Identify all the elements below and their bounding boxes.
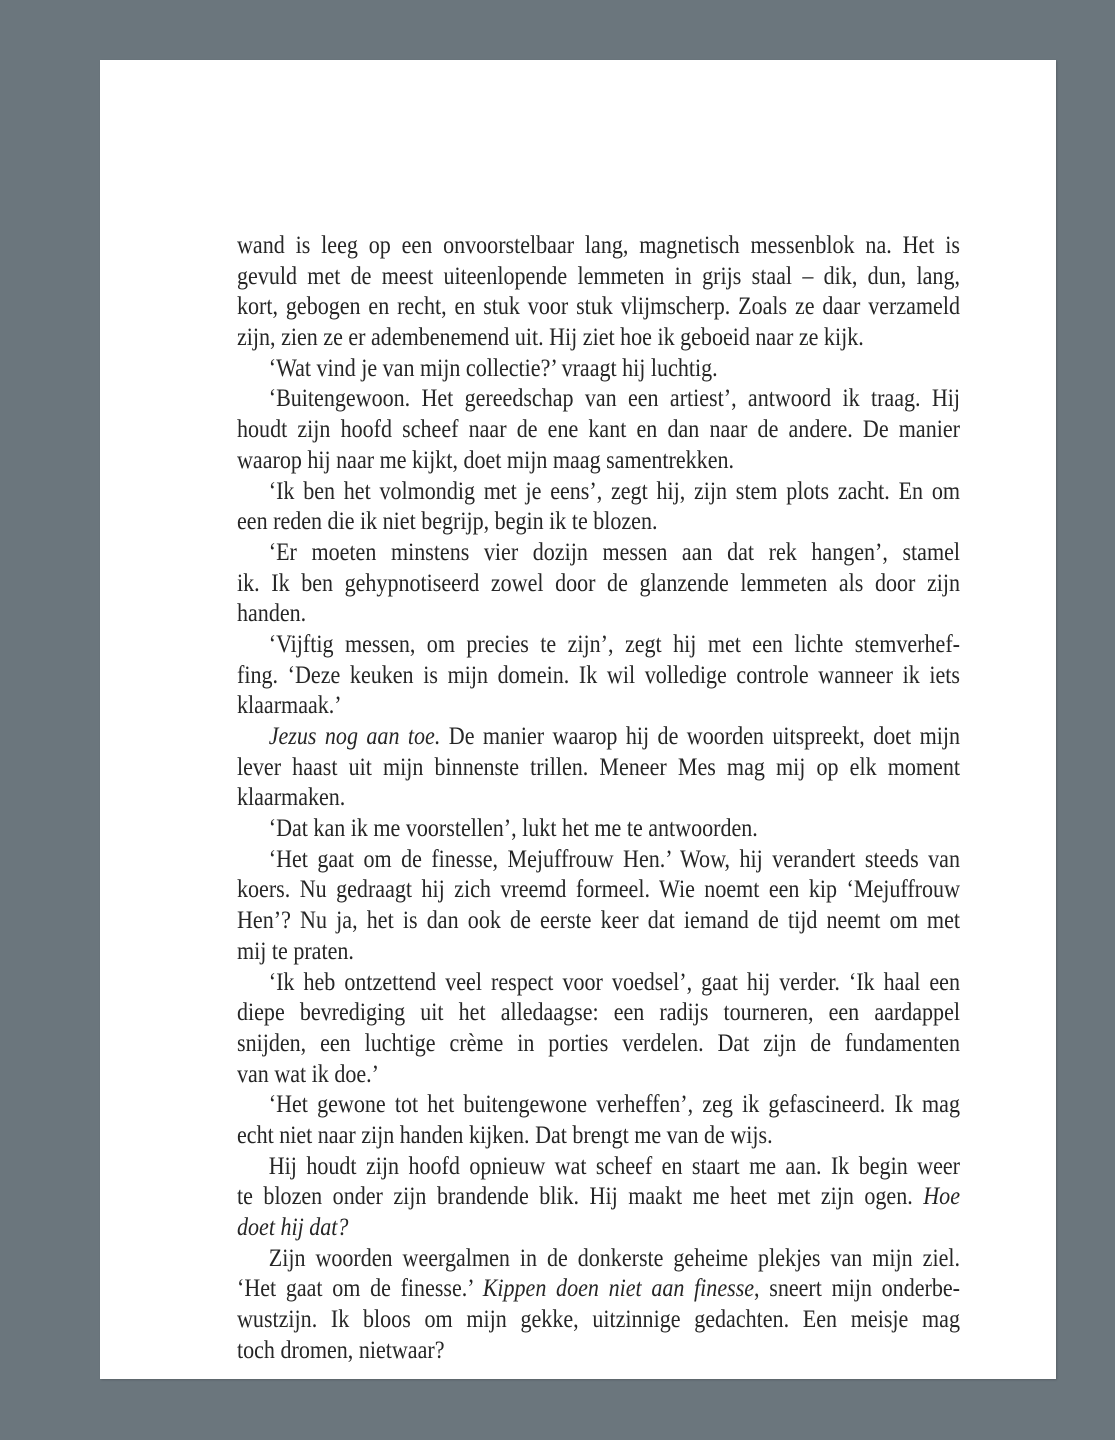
text-segment: ‘Ik ben het volmondig met je eens’, zegt hij, zijn stem plots zacht. En om: [268, 477, 960, 505]
text-line: [237, 845, 960, 876]
text-segment: zijn, zien ze er adembenemend uit. Hij ziet hoe ik geboeid naar ze kijk.: [237, 324, 864, 352]
text-segment: klaarmaak.’: [237, 692, 342, 720]
text-segment: lever haast uit mijn binnenste trillen. Meneer Mes mag mij op elk moment: [237, 753, 960, 781]
text-segment: Hen’? Nu ja, het is dan ook de eerste keer dat iemand de tijd neemt om met: [237, 907, 960, 935]
text-line: [237, 569, 960, 600]
text-line: [237, 1244, 960, 1275]
text-line: [237, 354, 960, 385]
text-segment: mij te praten.: [237, 937, 354, 965]
text-line: [237, 968, 960, 999]
text-line: [237, 1029, 960, 1060]
text-line: [237, 906, 960, 937]
text-line: [237, 599, 960, 630]
text-segment: gevuld met de meest uiteenlopende lemmeten in grijs staal – dik, dun, lang,: [237, 262, 960, 290]
text-line: [237, 1182, 960, 1213]
text-line: [237, 477, 960, 508]
text-segment: ‘Wat vind je van mijn collectie?’ vraagt hij luchtig.: [268, 354, 718, 382]
text-segment: ‘Het gewone tot het buitengewone verheffen’, zeg ik gefascineerd. Ik mag: [268, 1091, 960, 1119]
text-line: [237, 1090, 960, 1121]
italic-text-segment: Kippen doen niet aan finesse: [482, 1275, 755, 1303]
text-line: [237, 691, 960, 722]
text-segment: klaarmaken.: [237, 784, 346, 812]
text-segment: ‘Het gaat om de finesse, Mejuffrouw Hen.’ Wow, hij verandert steeds van: [268, 845, 960, 873]
text-segment: van wat ik doe.’: [237, 1060, 380, 1088]
text-segment: handen.: [237, 600, 307, 628]
text-line: [237, 292, 960, 323]
text-segment: kort, gebogen en recht, en stuk voor stuk vlijmscherp. Zoals ze daar verzameld: [237, 293, 960, 321]
text-line: [237, 1336, 960, 1367]
text-line: [237, 538, 960, 569]
italic-text-segment: Hoe: [923, 1183, 960, 1211]
italic-text-segment: Jezus nog aan toe.: [268, 723, 441, 750]
page-text-block: [237, 231, 960, 1366]
text-line: [237, 1152, 960, 1183]
text-line: [237, 231, 960, 262]
text-segment: ik. Ik ben gehypnotiseerd zowel door de glanzende lemmeten als door zijn: [237, 569, 960, 597]
text-line: [237, 323, 960, 354]
text-segment: toch dromen, nietwaar?: [237, 1336, 445, 1364]
text-segment: ‘Het gaat om de finesse.’: [237, 1275, 483, 1303]
text-line: [237, 783, 960, 814]
text-line: [237, 753, 960, 784]
book-page: [100, 60, 1056, 1379]
text-line: [237, 1274, 960, 1305]
text-line: [237, 415, 960, 446]
text-segment: echt niet naar zijn handen kijken. Dat brengt me van de wijs.: [237, 1121, 773, 1149]
text-segment: diepe bevrediging uit het alledaagse: een radijs tourneren, een aardappel: [237, 999, 960, 1027]
text-segment: houdt zijn hoofd scheef naar de ene kant en dan naar de andere. De manier: [237, 416, 960, 444]
text-line: [237, 262, 960, 293]
text-segment: waarop hij naar me kijkt, doet mijn maag samentrekken.: [237, 446, 735, 474]
text-line: [237, 507, 960, 538]
text-line: [237, 446, 960, 477]
text-line: [237, 1060, 960, 1091]
text-segment: ‘Buitengewoon. Het gereedschap van een artiest’, antwoord ik traag. Hij: [268, 385, 960, 413]
text-line: [237, 1305, 960, 1336]
text-segment: fing. ‘Deze keuken is mijn domein. Ik wil volledige controle wanneer ik iets: [237, 661, 960, 689]
text-line: [237, 1213, 960, 1244]
text-line: [237, 814, 960, 845]
text-segment: Zijn woorden weergalmen in de donkerste geheime plekjes van mijn ziel.: [268, 1244, 960, 1272]
text-segment: wand is leeg op een onvoorstelbaar lang, magnetisch messenblok na. Het is: [237, 232, 960, 259]
text-line: [237, 630, 960, 661]
text-segment: ‘Er moeten minstens vier dozijn messen aan dat rek hangen’, stamel: [268, 538, 960, 566]
text-segment: wustzijn. Ik bloos om mijn gekke, uitzinnige gedachten. Een meisje mag: [237, 1306, 960, 1334]
text-line: [237, 661, 960, 692]
text-segment: Hij houdt zijn hoofd opnieuw wat scheef en staart me aan. Ik begin weer: [268, 1152, 960, 1180]
text-segment: ‘Ik heb ontzettend veel respect voor voedsel’, gaat hij verder. ‘Ik haal een: [268, 968, 960, 996]
text-line: [237, 722, 960, 753]
italic-text-segment: doet hij dat?: [237, 1214, 349, 1241]
text-segment: koers. Nu gedraagt hij zich vreemd formeel. Wie noemt een kip ‘Mejuffrouw: [237, 876, 960, 904]
text-line: [237, 384, 960, 415]
text-line: [237, 998, 960, 1029]
text-segment: ‘Dat kan ik me voorstellen’, lukt het me te antwoorden.: [268, 815, 758, 843]
text-segment: , sneert mijn onderbe-: [754, 1275, 960, 1303]
text-line: [237, 937, 960, 968]
text-line: [237, 1121, 960, 1152]
text-segment: ‘Vijftig messen, om precies te zijn’, zegt hij met een lichte stemverhef-: [268, 630, 960, 658]
text-line: [237, 875, 960, 906]
text-segment: De manier waarop hij de woorden uitspreekt, doet mijn: [440, 723, 960, 750]
text-segment: te blozen onder zijn brandende blik. Hij maakt me heet met zijn ogen.: [237, 1183, 924, 1211]
text-segment: een reden die ik niet begrijp, begin ik te blozen.: [237, 508, 658, 536]
text-segment: snijden, een luchtige crème in porties verdelen. Dat zijn de fundamenten: [237, 1029, 960, 1057]
